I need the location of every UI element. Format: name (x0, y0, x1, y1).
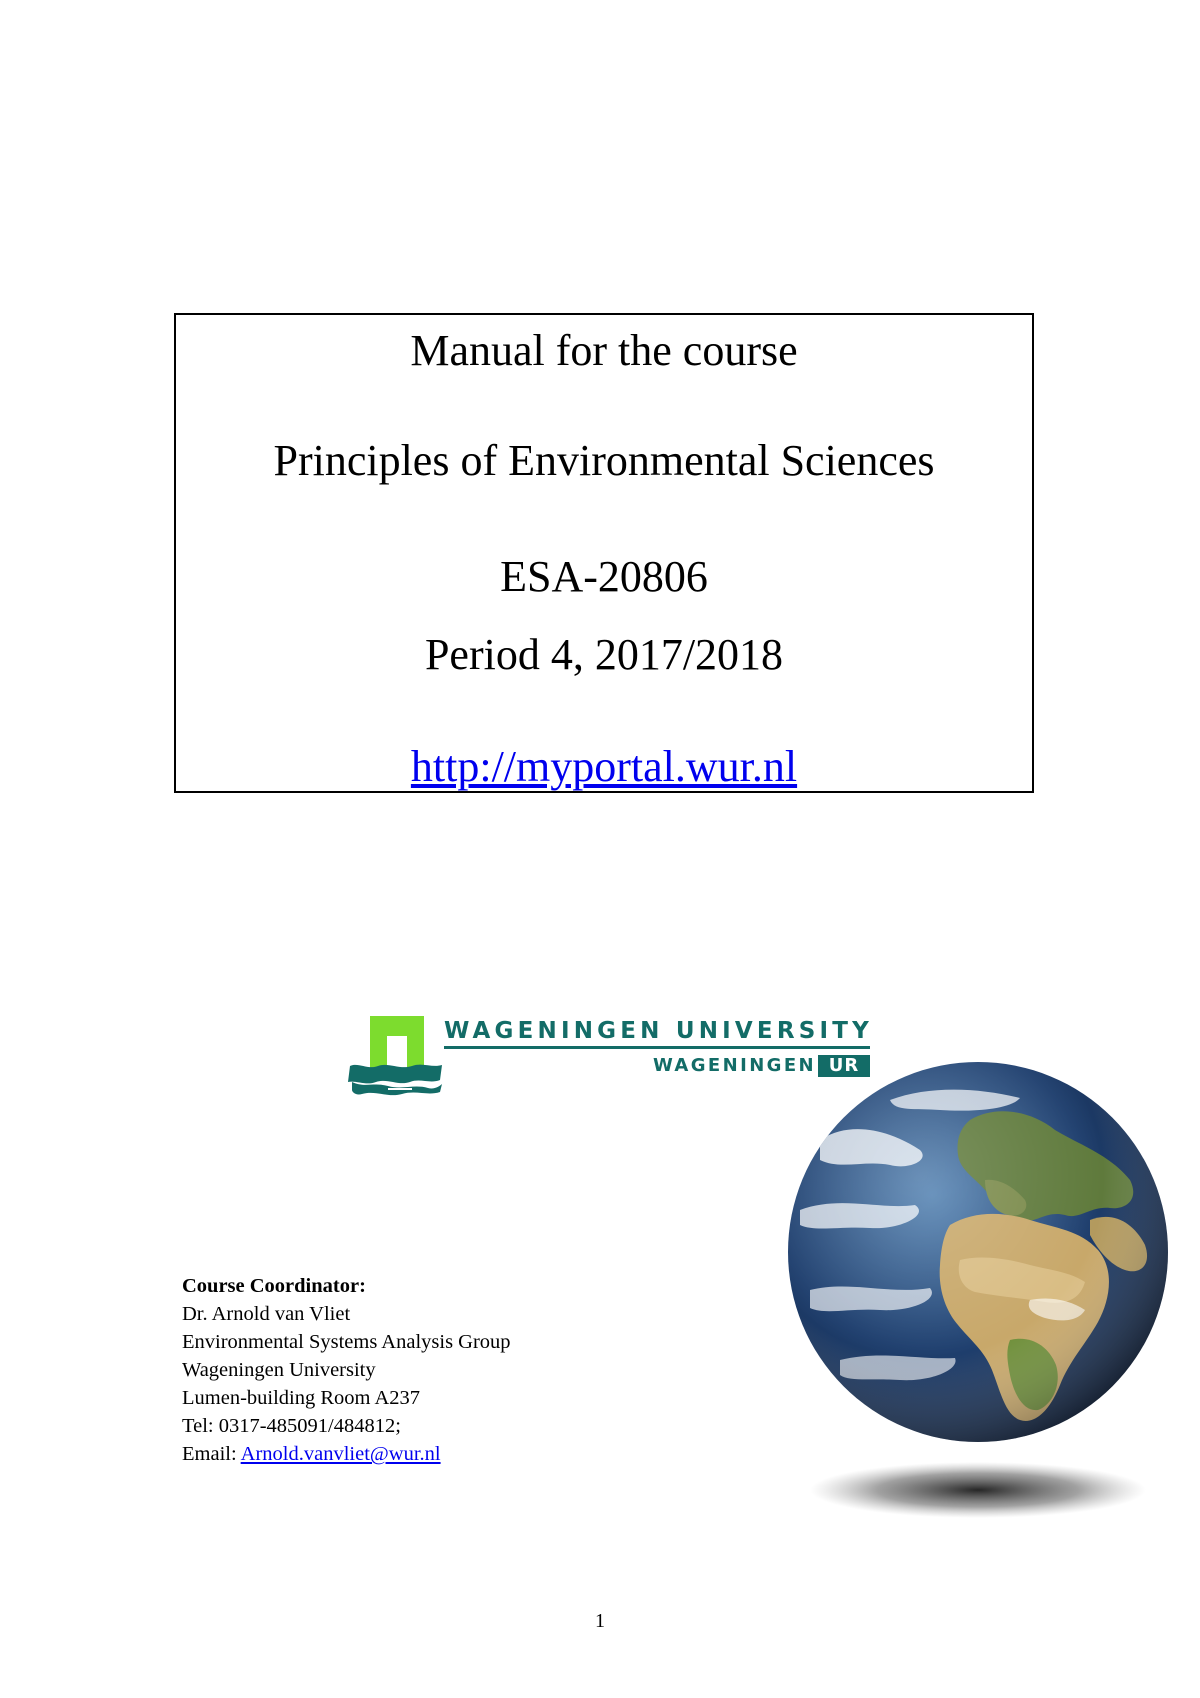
coordinator-tel: Tel: 0317-485091/484812; (182, 1415, 401, 1437)
course-code: ESA-20806 (500, 552, 708, 601)
logo-divider (444, 1046, 870, 1049)
coordinator-email-line (182, 1440, 511, 1468)
wageningen-emblem-icon (348, 1012, 444, 1098)
email-link[interactable]: Arnold.vanvliet@wur.nl (240, 1443, 441, 1465)
course-name: Principles of Environmental Sciences (273, 436, 935, 485)
title-box (174, 313, 1034, 793)
page-number: 1 (595, 1610, 605, 1632)
course-period: Period 4, 2017/2018 (424, 630, 784, 679)
email-label: Email: (182, 1443, 241, 1465)
portal-link[interactable]: http://myportal.wur.nl (410, 742, 798, 791)
earth-globe-image (780, 1060, 1170, 1520)
coordinator-group: Environmental Systems Analysis Group (182, 1331, 511, 1353)
university-name: WAGENINGEN UNIVERSITY (444, 1018, 873, 1044)
coordinator-university: Wageningen University (182, 1359, 376, 1381)
coordinator-block (182, 1272, 511, 1468)
ur-badge: UR (818, 1055, 870, 1077)
wageningen-ur-text: WAGENINGEN (652, 1055, 816, 1076)
coordinator-room: Lumen-building Room A237 (182, 1387, 421, 1409)
manual-heading: Manual for the course (410, 326, 798, 375)
coordinator-name: Dr. Arnold van Vliet (182, 1303, 351, 1325)
coordinator-heading: Course Coordinator: (182, 1275, 366, 1297)
